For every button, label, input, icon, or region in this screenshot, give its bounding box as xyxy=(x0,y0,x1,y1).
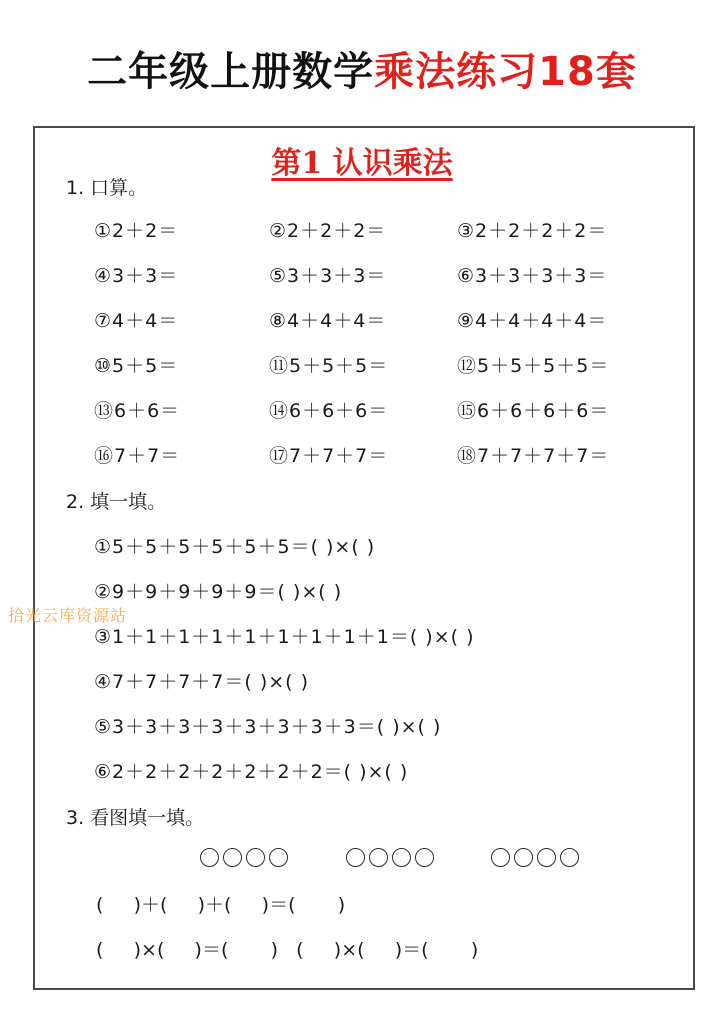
mental-math-item: ⑧4＋4＋4＝ xyxy=(269,310,387,332)
circle xyxy=(246,848,265,867)
page-title xyxy=(0,42,724,102)
title-part-black: 二年级上册数学 xyxy=(87,49,375,95)
section1-heading: 1. 口算。 xyxy=(66,177,148,199)
section2-heading: 2. 填一填。 xyxy=(66,491,167,513)
mental-math-item: ⑥3＋3＋3＋3＝ xyxy=(457,265,608,287)
mental-math-item: ⑦4＋4＝ xyxy=(94,310,179,332)
circle-group xyxy=(346,848,434,872)
fill-in-item: ⑥2＋2＋2＋2＋2＋2＋2＝( )×( ) xyxy=(94,761,409,783)
circle xyxy=(415,848,434,867)
mental-math-item: ⑰7＋7＋7＝ xyxy=(269,445,389,467)
mental-math-item: ⑤3＋3＋3＝ xyxy=(269,265,387,287)
mental-math-item: ⑯7＋7＝ xyxy=(94,445,181,467)
watermark: 拾光云库资源站 xyxy=(8,606,128,625)
circle xyxy=(269,848,288,867)
mental-math-item: ⑫5＋5＋5＋5＝ xyxy=(457,355,610,377)
mental-math-item: ③2＋2＋2＋2＝ xyxy=(457,220,608,242)
circle xyxy=(346,848,365,867)
lesson-title-text: 第1 认识乘法 xyxy=(271,146,453,181)
circle xyxy=(200,848,219,867)
mental-math-item: ④3＋3＝ xyxy=(94,265,179,287)
mental-math-item: ⑱7＋7＋7＋7＝ xyxy=(457,445,610,467)
circle xyxy=(223,848,242,867)
mental-math-item: ⑬6＋6＝ xyxy=(94,400,181,422)
section3-heading: 3. 看图填一填。 xyxy=(66,807,205,829)
circle xyxy=(491,848,510,867)
circle xyxy=(560,848,579,867)
mental-math-item: ⑭6＋6＋6＝ xyxy=(269,400,389,422)
product-equation-line: ( )×( )＝( ) ( )×( )＝( ) xyxy=(96,939,479,961)
circle-group xyxy=(200,848,288,872)
mental-math-item: ⑮6＋6＋6＋6＝ xyxy=(457,400,610,422)
circle xyxy=(392,848,411,867)
mental-math-item: ⑪5＋5＋5＝ xyxy=(269,355,389,377)
mental-math-item: ①2＋2＝ xyxy=(94,220,179,242)
fill-in-item: ①5＋5＋5＋5＋5＋5＝( )×( ) xyxy=(94,536,376,558)
circle-group xyxy=(491,848,579,872)
title-part-red: 乘法练习18套 xyxy=(374,49,637,95)
fill-in-item: ④7＋7＋7＋7＝( )×( ) xyxy=(94,671,310,693)
sum-equation-line: ( )＋( )＋( )＝( ) xyxy=(96,894,346,916)
fill-in-item: ⑤3＋3＋3＋3＋3＋3＋3＋3＝( )×( ) xyxy=(94,716,442,738)
mental-math-item: ⑨4＋4＋4＋4＝ xyxy=(457,310,608,332)
circle xyxy=(514,848,533,867)
fill-in-item: ③1＋1＋1＋1＋1＋1＋1＋1＋1＝( )×( ) xyxy=(94,626,475,648)
mental-math-item: ⑩5＋5＝ xyxy=(94,355,179,377)
mental-math-item: ②2＋2＋2＝ xyxy=(269,220,387,242)
fill-in-item: ②9＋9＋9＋9＋9＝( )×( ) xyxy=(94,581,343,603)
circle xyxy=(537,848,556,867)
circle xyxy=(369,848,388,867)
